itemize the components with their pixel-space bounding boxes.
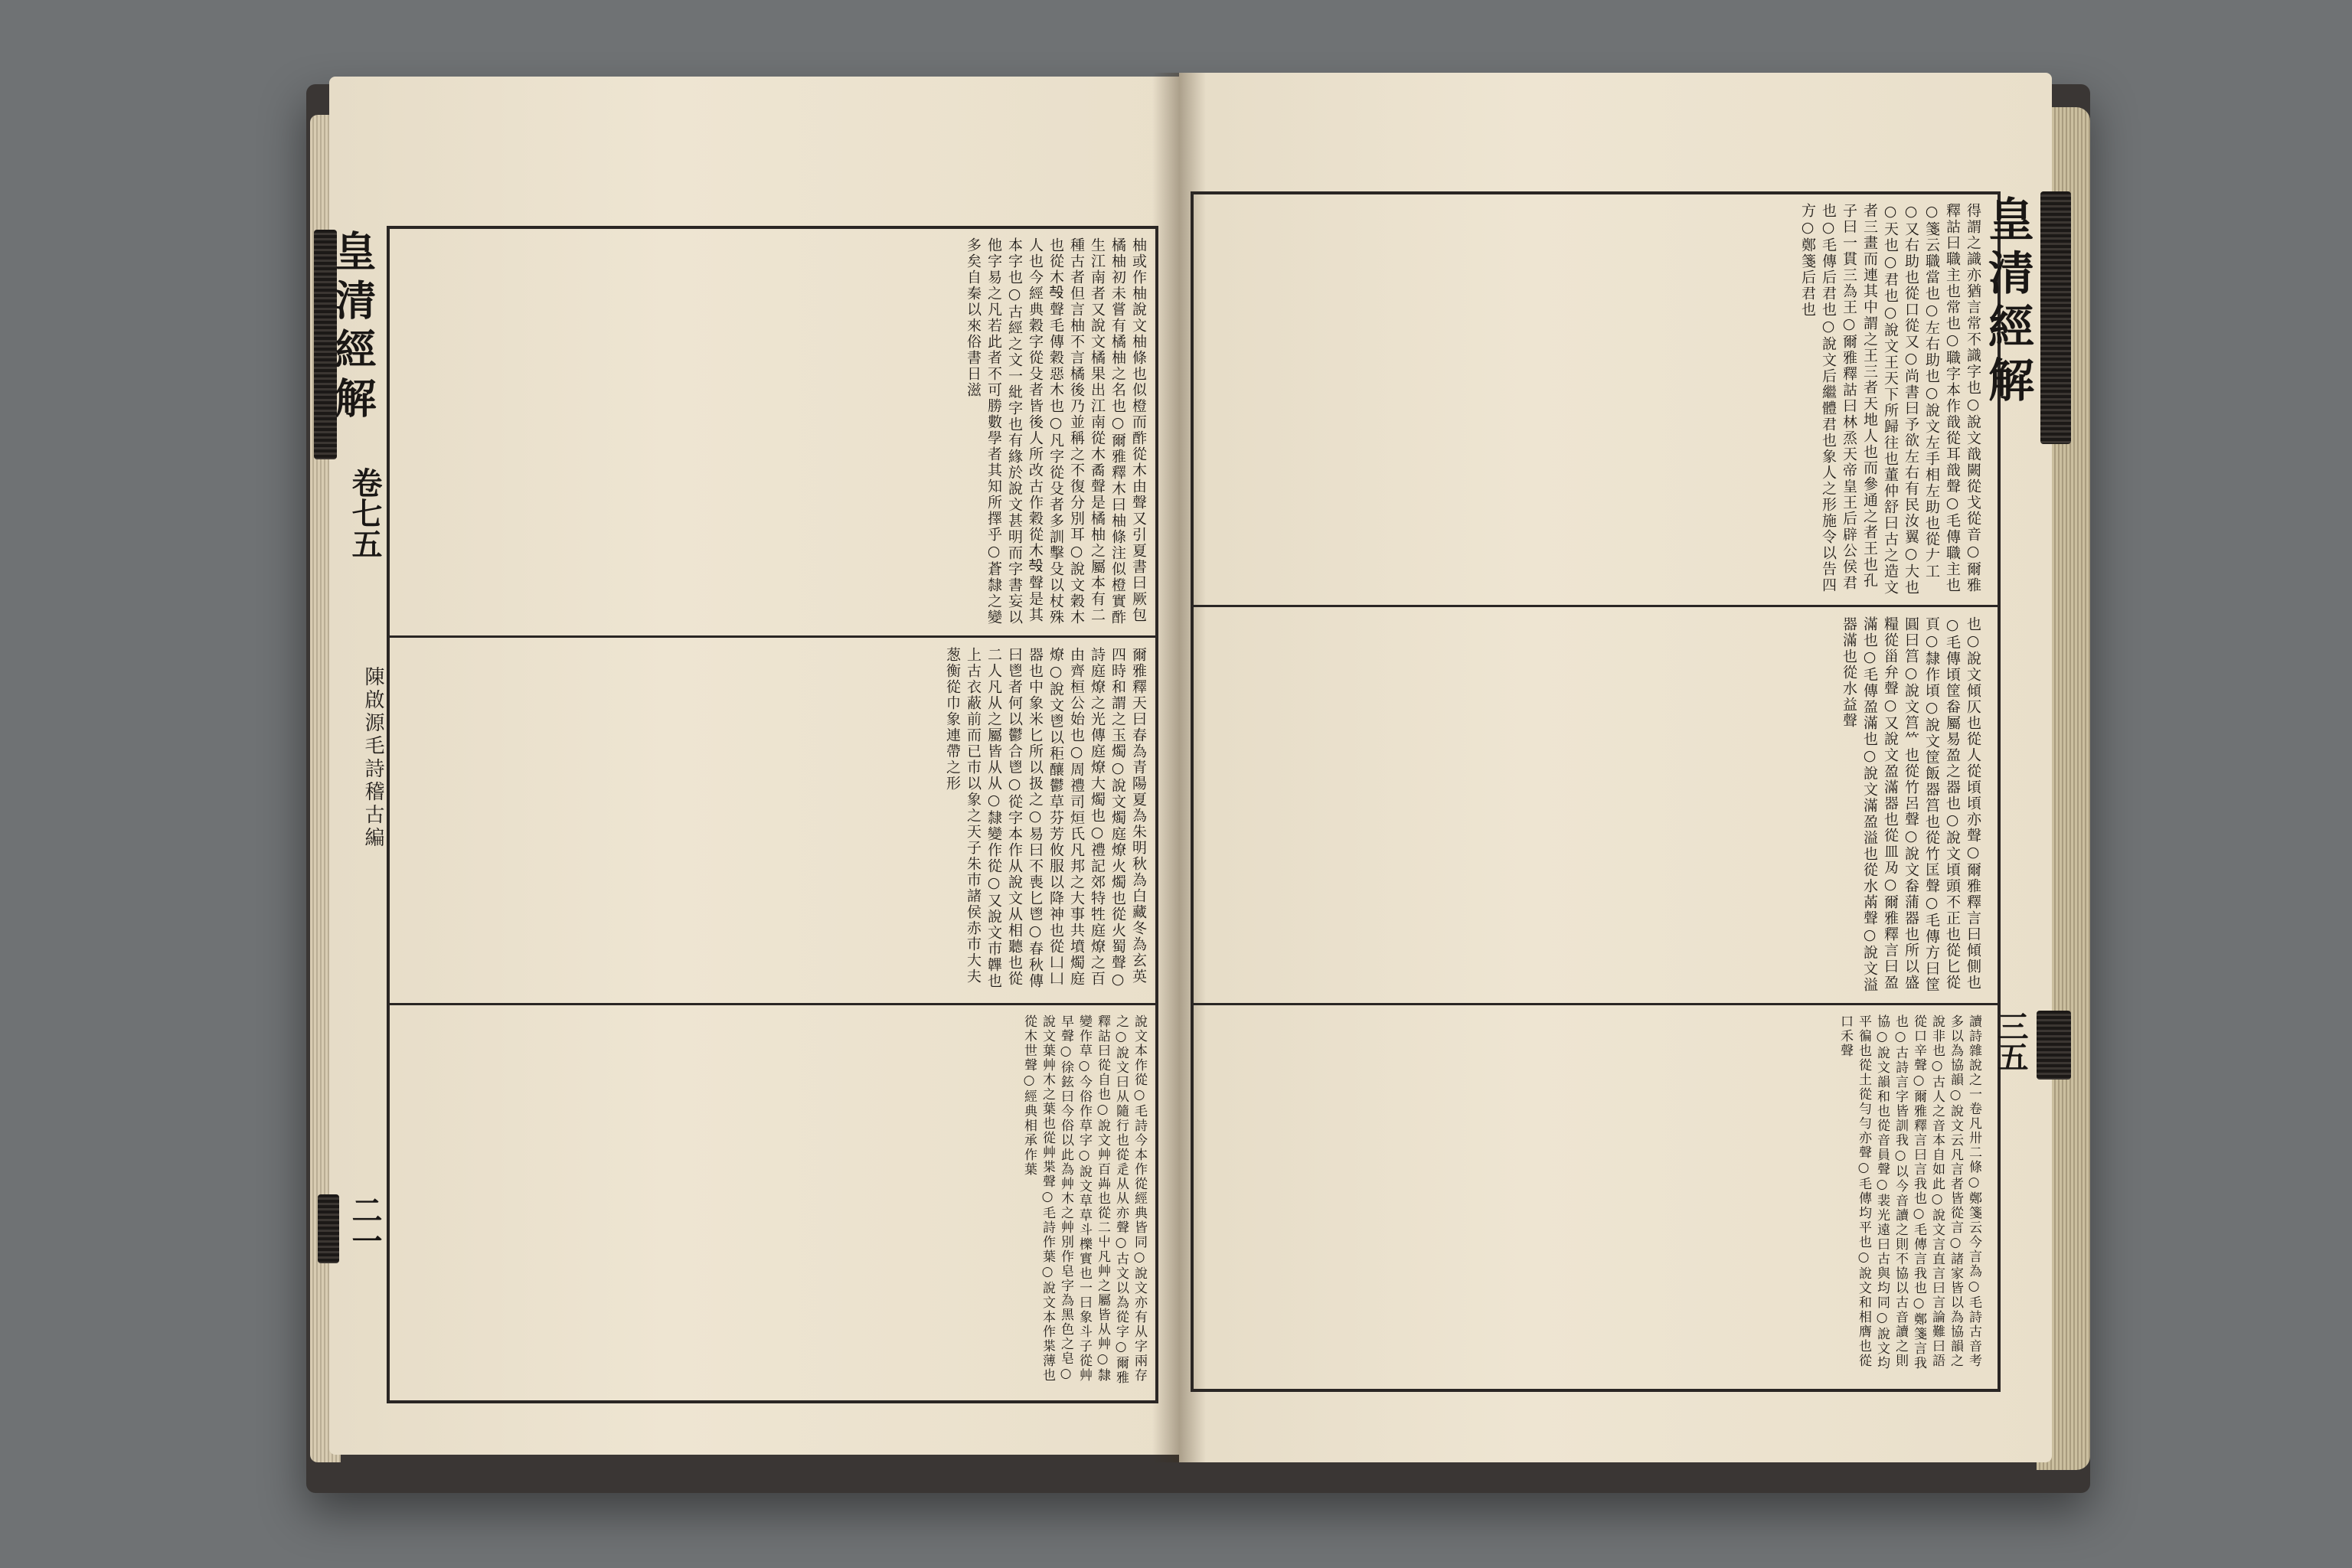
left-volume-label: 卷七五 (347, 467, 383, 559)
left-section-rule-2 (387, 1003, 1155, 1005)
left-page-number: 二一 (347, 1194, 383, 1256)
left-section-rule-1 (387, 635, 1155, 638)
right-top-text: 得謂之識亦猶言常不識字也○說文戠闕從戈從音○爾雅釋詁曰職主也常也○職字本作戠從耳戠聲○毛傳職主也○箋云職當也○左右助也○說文左手相左助也從𠂇工○又右助也從口從又○尚書曰予欲左右有民汝翼○大也○天也○君也○說文王天下所歸往也董仲舒曰古之造文者三畫而連其中謂之王三者天地人也而參通之者王也孔子曰一貫三為王○爾雅釋詁曰林烝天帝皇王后辟公侯君也○毛傳后君也○說文后繼體君也象人之形施令以告四方○鄭箋后君也 (1799, 203, 1981, 596)
right-middle-text: 也○說文傾仄也從人從頃頃亦聲○爾雅釋言曰傾側也○毛傳頃筐畚屬易盈之器也○說文頃頭不正也從匕從頁○隸作頃○說文筐飯器筥也從竹匡聲○毛傳方曰筐圓曰筥○說文筥𥫗也從竹呂聲○說文畚蒲器也所以盛糧從甾弁聲○又說文盈滿器也從皿夃○爾雅釋言曰盈滿也○毛傳盈滿也○說文滿盈溢也從水㒼聲○說文溢器滿也從水益聲 (1841, 616, 1981, 993)
right-page-number: 三五 (1993, 1011, 2029, 1072)
right-thumb-index-mark-bottom (2037, 1011, 2071, 1080)
right-banner-title: 皇清經解 (1981, 195, 2034, 410)
right-bottom-text: 讀詩雜說之一卷凡卅二條○鄭箋云今言為○毛詩古音考多以為協韻○說文云凡言者皆從言○諸家皆以為協韻之說非也○古人之音本自如此○說文言直言曰言論難曰語從口辛聲○爾雅釋言曰言我也○毛傳言我也○鄭箋言我也○古詩言字皆訓我○以今音讀之則不協以古音讀之則協○說文韻和也從音員聲○裴光遠曰古與均同○說文均平徧也從土從勻勻亦聲○毛傳均平也○說文和相膺也從口禾聲 (1838, 1014, 1981, 1370)
left-middle-text: 爾雅釋天曰春為青陽夏為朱明秋為白藏冬為玄英四時和謂之玉燭○說文燭庭燎火燭也從火蜀聲○詩庭燎之光傳庭燎大燭也○禮記郊特牲庭燎之百由齊桓公始也○周禮司烜氏凡邦之大事共墳燭庭燎○說文鬯以秬釀鬱草芬芳攸服以降神也從凵凵器也中象米匕所以扱之○易曰不喪匕鬯○春秋傳曰鬯者何以鬱合鬯○從字本作从說文从相聽也從二人凡从之屬皆从从○隸變作從○又說文巿韠也上古衣蔽前而已巿以象之天子朱巿諸侯赤巿大夫葱衡從巾象連帶之形 (944, 647, 1147, 989)
right-section-rule-2 (1191, 1003, 1998, 1005)
right-section-rule-1 (1191, 605, 1998, 607)
right-thumb-index-mark (2040, 191, 2071, 444)
left-author-line: 陳啟源毛詩稽古編 (361, 666, 384, 850)
left-banner-title: 皇清經解 (328, 230, 377, 426)
left-top-text: 柚或作柚說文柚條也似橙而酢從木由聲又引夏書曰厥包橘柚初未嘗有橘柚之名也○爾雅釋木曰柚條注似橙實酢生江南者又說文橘果出江南從木矞聲是橘柚之屬本有二種古者但言柚不言橘後乃並稱之不復分別耳○說文穀木也從木𣪊聲毛傳穀惡木也○凡字從殳者多訓擊殳以杖殊人也今經典穀字從殳者皆後人所改古作穀從木𣪊聲是其本字也○古經之文一紕字也有緣於說文甚明而字書妄以他字易之凡若此者不可勝數學者其知所擇乎○蒼隸之變多矣自秦以來俗書日滋 (965, 237, 1147, 626)
thumb-index-mark-bottom (318, 1194, 339, 1263)
left-bottom-text: 說文本作從○毛詩今本作從經典皆同○說文亦有从字兩存之○說文曰从隨行也從辵从从亦聲○古文以為從字○爾雅釋詁曰從自也○說文艸百芔也從二屮凡艸之屬皆从艸○隸變作草○今俗作草字○說文草草斗櫟實也一曰象斗子從艸早聲○徐鉉曰今俗以此為艸木之艸別作皂字為黑色之皂○說文葉艸木之葉也從艸枼聲○毛詩作葉○說文本作枼薄也從木世聲○經典相承作葉 (1021, 1014, 1147, 1385)
